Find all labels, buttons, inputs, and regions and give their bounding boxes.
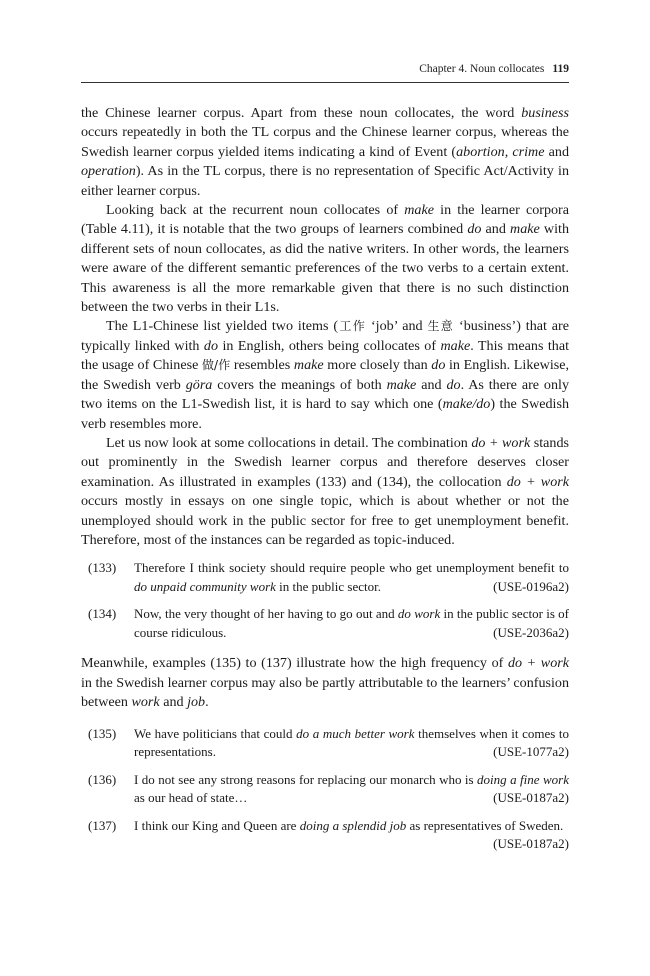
example-number: (136)	[88, 771, 117, 787]
example-135: (135) We have politicians that could do a much better work themselves when it comes to representations. (USE-1077a2)	[81, 725, 569, 762]
example-137: (137) I think our King and Queen are doing a splendid job as representatives of Sweden. (USE-0187a2)	[81, 817, 569, 836]
example-136: (136) I do not see any strong reasons for replacing our monarch who is doing a fine work as our head of state… (USE-0187a2)	[81, 771, 569, 808]
example-source: (USE-0196a2)	[493, 578, 569, 594]
page-number: 119	[552, 63, 569, 75]
example-source: (USE-2036a2)	[493, 624, 569, 640]
example-number: (135)	[88, 725, 117, 741]
paragraph-4: Let us now look at some collocations in detail. The combination do + work stands out prominently in the Swedish learner corpus and therefore deserves closer examination. As illustrated in examples (133) and (134), the collocation do + work occurs mostly in essays on one single topic, which is about whether or not the unemployed should work in the public sector for free to get unemployment benefit. Therefore, most of the instances can be regarded as topic-induced.	[81, 434, 569, 548]
example-source: (USE-1077a2)	[493, 744, 569, 760]
example-source: (USE-0187a2)	[493, 790, 569, 806]
example-133: (133) Therefore I think society should require people who get unemployment benefit to do unpaid community work in the public sector. (USE-0196a2)	[81, 559, 569, 596]
example-134: (134) Now, the very thought of her having to go out and do work in the public sector is of course ridiculous. (USE-2036a2)	[81, 605, 569, 642]
example-number: (134)	[88, 606, 117, 622]
example-number: (133)	[88, 560, 117, 576]
running-head	[419, 63, 569, 75]
header-rule	[81, 82, 569, 83]
chapter-title: Chapter 4. Noun collocates	[419, 63, 545, 75]
paragraph-3: The L1-Chinese list yielded two items (工作 ‘job’ and 生意 ‘business’) that are typically linked with do in English, others being collocates of make. This means that the usage of Chinese 做/作 resembles make more closely than do in English. Likewise, the Swedish verb göra covers the meanings of both make and do. As there are only two items on the L1-Swedish list, it is hard to say which one (make/do) the Swedish verb resembles more.	[81, 318, 569, 432]
example-number: (137)	[88, 817, 117, 833]
paragraph-1: the Chinese learner corpus. Apart from these noun collocates, the word business occurs repeatedly in both the TL corpus and the Chinese learner corpus, whereas the Swedish learner corpus yielded items indicating a kind of Event (abortion, crime and operation). As in the TL corpus, there is no representation of Specific Act/Activity in either learner corpus.	[81, 105, 570, 199]
paragraph-5: Meanwhile, examples (135) to (137) illustrate how the high frequency of do + work in the Swedish learner corpus may also be partly attributable to the learners’ confusion between work and job.	[81, 655, 569, 711]
paragraph-2: Looking back at the recurrent noun collocates of make in the learner corpora (Table 4.11), it is notable that the two groups of learners combined do and make with different sets of noun collocates, as did the native writers. In other words, the learners were aware of the different semantic preferences of the two verbs to a certain extent. This awareness is all the more remarkable given that there is no such distinction between the two verbs in their L1s.	[81, 202, 569, 316]
example-source: (USE-0187a2)	[493, 836, 569, 852]
body-text	[81, 104, 569, 854]
